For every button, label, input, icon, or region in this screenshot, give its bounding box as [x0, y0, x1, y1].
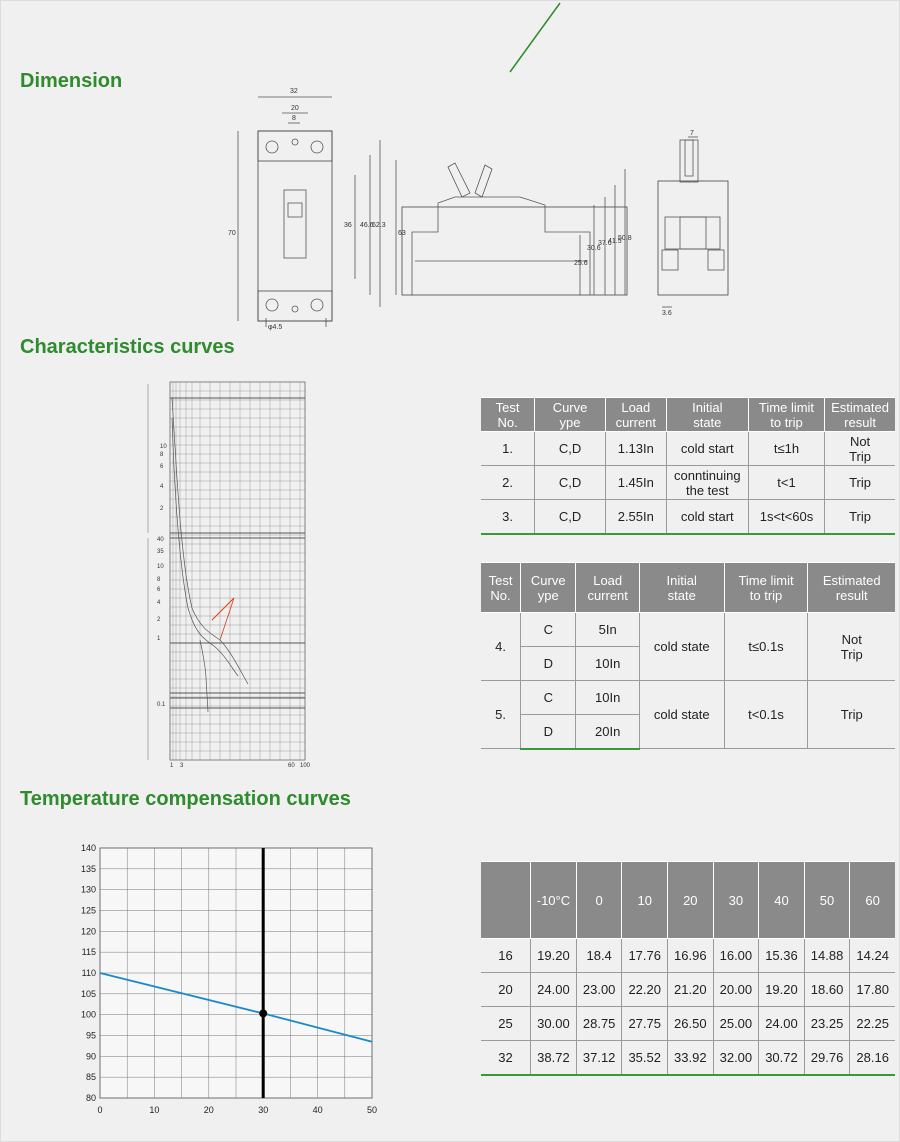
table1-header: Initial state — [666, 398, 748, 432]
temp-table-cell: 30.00 — [531, 1007, 577, 1041]
temp-table-cell: 19.20 — [531, 939, 577, 973]
temp-ytick-label: 115 — [81, 947, 96, 958]
temp-ytick-label: 105 — [80, 988, 96, 999]
table2-state: cold state — [639, 613, 724, 681]
temp-table-cell: 16.96 — [668, 939, 714, 973]
section-title-characteristics: Characteristics curves — [20, 336, 235, 358]
table1-row — [481, 466, 895, 500]
char-ylabel-upper: 4 — [160, 484, 164, 490]
dim-32: 32 — [290, 88, 298, 95]
temperature-compensation-chart — [60, 838, 390, 1128]
temp-ytick-label: 125 — [80, 905, 96, 916]
temp-table-cell: 17.80 — [850, 973, 895, 1007]
table2-header: Test No. — [481, 563, 521, 613]
table1-cell: 1.13In — [605, 432, 666, 466]
temp-table-cell: 22.20 — [622, 973, 668, 1007]
table2-row — [481, 681, 895, 715]
char-ylabel-lower: 1 — [157, 636, 161, 642]
dim-7: 7 — [690, 130, 694, 137]
temp-table-row — [481, 1041, 895, 1076]
table2-load: 10In — [576, 681, 639, 715]
temp-xtick-label: 50 — [366, 1105, 378, 1115]
table1-cell: 2. — [481, 466, 535, 500]
temp-table-cell: 37.12 — [576, 1041, 622, 1076]
table1-header: Load current — [605, 398, 666, 432]
char-ylabel-upper: 2 — [160, 506, 164, 512]
char-ylabel-upper: 10 — [160, 444, 167, 450]
temp-table-cell: 22.25 — [850, 1007, 895, 1041]
table1-header: Curve ype — [535, 398, 606, 432]
table2-result: Trip — [808, 681, 895, 749]
dim-36: 36 — [344, 222, 352, 229]
highlight-marks — [212, 598, 234, 640]
temp-ytick-label: 100 — [80, 1009, 96, 1020]
temp-table-cell: 29.76 — [804, 1041, 850, 1076]
table2-header: Load current — [576, 563, 639, 613]
table2-curve: C — [521, 613, 576, 647]
table1-cell: 3. — [481, 500, 535, 534]
table1-cell: 1. — [481, 432, 535, 466]
temp-table-cell: 33.92 — [668, 1041, 714, 1076]
temp-ytick-label: 85 — [85, 1072, 96, 1083]
temp-table-header: 30 — [713, 862, 759, 939]
temp-table-cell: 21.20 — [668, 973, 714, 1007]
char-xlabel: 3 — [180, 763, 184, 769]
table2-header: Time limit to trip — [724, 563, 808, 613]
temp-table-cell: 32.00 — [713, 1041, 759, 1076]
temp-table-cell: 25.00 — [713, 1007, 759, 1041]
dim-41-5: 41.5 — [608, 238, 622, 245]
temp-table-cell: 16.00 — [713, 939, 759, 973]
char-ylabel-lower: 35 — [157, 549, 164, 555]
table2-curve: C — [521, 681, 576, 715]
char-ylabel-lower: 10 — [157, 564, 164, 570]
table2-header: Initial state — [639, 563, 724, 613]
temp-table-cell: 28.16 — [850, 1041, 895, 1076]
temp-table-cell: 30.72 — [759, 1041, 805, 1076]
table1-header: Test No. — [481, 398, 535, 432]
temp-ytick-label: 140 — [80, 843, 96, 853]
dim-8: 8 — [292, 115, 296, 122]
char-xlabel: 1 — [170, 763, 174, 769]
table2-row — [481, 613, 895, 647]
temp-table-cell: 25 — [481, 1007, 531, 1041]
dim-25-6: 25.6 — [574, 260, 588, 267]
temp-table-header: 60 — [850, 862, 895, 939]
table1-row — [481, 500, 895, 534]
char-ylabel-lower: 0.1 — [157, 702, 166, 708]
temp-table-cell: 14.24 — [850, 939, 895, 973]
trip-test-table-1 — [481, 397, 895, 535]
temp-table-cell: 14.88 — [804, 939, 850, 973]
temp-table-header: 40 — [759, 862, 805, 939]
table2-state: cold state — [639, 681, 724, 749]
table1-header: Time limit to trip — [748, 398, 824, 432]
temp-table-cell: 27.75 — [622, 1007, 668, 1041]
char-ylabel-upper: 8 — [160, 452, 164, 458]
table1-cell: 1.45In — [605, 466, 666, 500]
table1-cell: 2.55In — [605, 500, 666, 534]
char-ylabel-lower: 6 — [157, 587, 161, 593]
temp-table-header: 20 — [668, 862, 714, 939]
temp-table-row — [481, 973, 895, 1007]
accent-line — [0, 0, 900, 80]
table2-curve: D — [521, 715, 576, 749]
temp-table-header: -10°C — [531, 862, 577, 939]
dim-30-6: 30.6 — [587, 245, 601, 252]
trip-curve-inner — [172, 418, 238, 676]
temp-table-header: 50 — [804, 862, 850, 939]
dim-37-6: 37.6 — [598, 240, 612, 247]
char-grid — [148, 382, 305, 760]
temp-table-row — [481, 939, 895, 973]
char-ylabel-lower: 4 — [157, 600, 161, 606]
temp-table-cell: 15.36 — [759, 939, 805, 973]
char-ylabel-upper: 6 — [160, 464, 164, 470]
front-view — [238, 97, 380, 327]
temp-table-cell: 24.00 — [531, 973, 577, 1007]
dimension-drawing — [0, 85, 900, 335]
table1-cell: 1s<t<60s — [748, 500, 824, 534]
temp-table-cell: 38.72 — [531, 1041, 577, 1076]
dim-62-3: 62.3 — [372, 222, 386, 229]
temp-table-cell: 26.50 — [668, 1007, 714, 1041]
temp-ytick-label: 135 — [80, 863, 96, 874]
temp-table-header: 10 — [622, 862, 668, 939]
table2-test-no: 4. — [481, 613, 521, 681]
characteristic-curve-chart — [140, 378, 320, 770]
table1-cell: Trip — [825, 466, 895, 500]
dim-phi: φ4.5 — [268, 324, 283, 331]
dim-63: 63 — [398, 230, 406, 237]
char-ylabel-lower: 40 — [157, 537, 164, 543]
temp-table-cell: 18.4 — [576, 939, 622, 973]
table2-result: Not Trip — [808, 613, 895, 681]
temp-table-cell: 20 — [481, 973, 531, 1007]
trip-curve-low — [200, 640, 208, 712]
table2-curve: D — [521, 647, 576, 681]
temp-ytick-label: 120 — [80, 926, 96, 937]
temp-table-cell: 35.52 — [622, 1041, 668, 1076]
dim-20: 20 — [291, 105, 299, 112]
dim-46-6: 46.6 — [360, 222, 374, 229]
temp-ytick-label: 90 — [85, 1051, 96, 1062]
table1-cell: conntinuing the test — [666, 466, 748, 500]
temp-ytick-label: 110 — [81, 968, 96, 978]
table1-cell: Not Trip — [825, 432, 895, 466]
temp-table-cell: 17.76 — [622, 939, 668, 973]
temp-table-cell: 16 — [481, 939, 531, 973]
table2-load: 5In — [576, 613, 639, 647]
char-xlabel: 60 — [288, 763, 295, 769]
table1-cell: cold start — [666, 500, 748, 534]
char-ylabel-lower: 8 — [157, 577, 161, 583]
table1-cell: C,D — [535, 466, 606, 500]
temp-ytick-label: 130 — [80, 884, 96, 895]
table1-row — [481, 432, 895, 466]
temp-table-cell: 19.20 — [759, 973, 805, 1007]
temp-table-header — [481, 862, 531, 939]
temp-table-cell: 18.60 — [804, 973, 850, 1007]
table2-header: Estimated result — [808, 563, 895, 613]
temp-xtick-label: 20 — [203, 1105, 214, 1115]
temp-xtick-label: 10 — [149, 1105, 160, 1115]
temp-xtick-label: 30 — [258, 1105, 269, 1115]
section-title-dimension: Dimension — [20, 70, 123, 92]
table1-cell: t≤1h — [748, 432, 824, 466]
temp-xtick-label: 0 — [97, 1105, 103, 1115]
temperature-table — [481, 861, 895, 1076]
table1-cell: C,D — [535, 500, 606, 534]
table1-cell: cold start — [666, 432, 748, 466]
dim-50-8: 50.8 — [618, 235, 632, 242]
temp-table-header: 0 — [576, 862, 622, 939]
temp-table-row — [481, 1007, 895, 1041]
char-ylabel-lower: 2 — [157, 617, 161, 623]
temp-table-cell: 28.75 — [576, 1007, 622, 1041]
section-title-temperature: Temperature compensation curves — [20, 788, 351, 810]
temp-xtick-label: 40 — [312, 1105, 323, 1115]
temp-table-cell: 32 — [481, 1041, 531, 1076]
dim-70: 70 — [228, 230, 236, 237]
temp-table-cell: 23.00 — [576, 973, 622, 1007]
dim-3-6: 3.6 — [662, 310, 672, 317]
table2-limit: t<0.1s — [724, 681, 808, 749]
temp-ytick-label: 95 — [85, 1030, 96, 1041]
table2-test-no: 5. — [481, 681, 521, 749]
table2-load: 20In — [576, 715, 639, 749]
temp-marker-point — [259, 1009, 267, 1017]
table2-load: 10In — [576, 647, 639, 681]
trip-test-table-2 — [481, 562, 895, 750]
end-view — [658, 137, 728, 307]
table2-limit: t≤0.1s — [724, 613, 808, 681]
temp-table-cell: 20.00 — [713, 973, 759, 1007]
table1-header: Estimated result — [825, 398, 895, 432]
table1-cell: Trip — [825, 500, 895, 534]
side-view — [396, 160, 627, 295]
table1-cell: C,D — [535, 432, 606, 466]
table1-cell: t<1 — [748, 466, 824, 500]
char-xlabel: 100 — [300, 763, 311, 769]
temp-ytick-label: 80 — [85, 1093, 96, 1103]
temp-table-cell: 23.25 — [804, 1007, 850, 1041]
table2-header: Curve ype — [521, 563, 576, 613]
temp-table-cell: 24.00 — [759, 1007, 805, 1041]
